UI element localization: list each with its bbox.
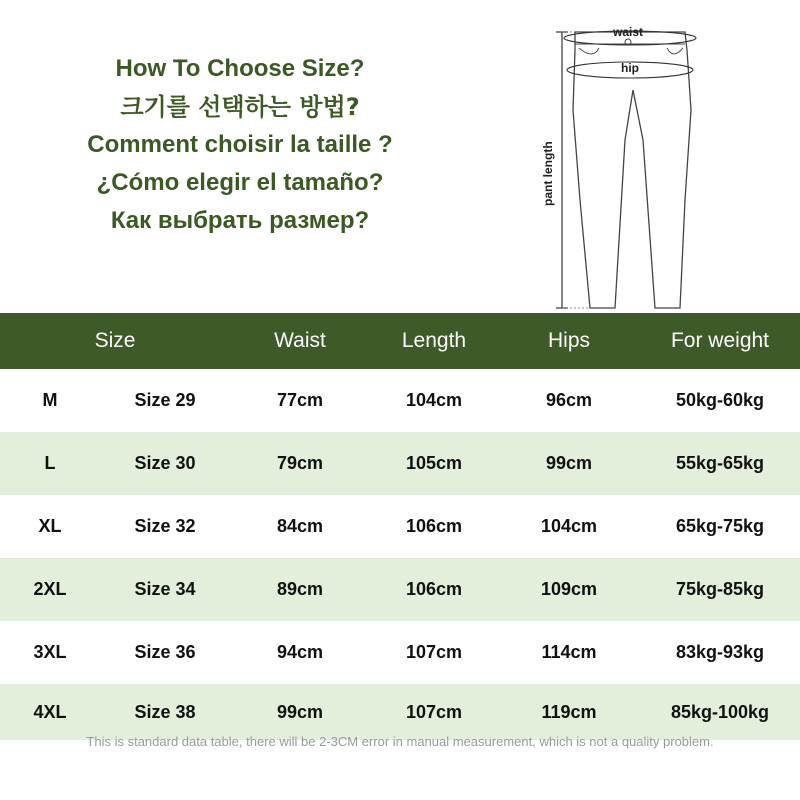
weight-value: 85kg-100kg	[670, 701, 770, 722]
hips-value: 96cm	[545, 390, 593, 410]
table-row	[0, 621, 800, 684]
waist-label: waist	[613, 25, 644, 39]
length-value: 105cm	[405, 453, 463, 473]
size-number: Size 34	[134, 579, 196, 599]
hips-value: 109cm	[540, 579, 598, 599]
table-header	[0, 313, 800, 369]
pant-length-label: pant length	[541, 141, 555, 206]
header-length: Length	[401, 329, 467, 352]
weight-value: 55kg-65kg	[675, 453, 765, 473]
headings	[30, 50, 450, 240]
hips-value: 99cm	[545, 453, 593, 473]
heading-spanish: ¿Cómo elegir el tamaño?	[96, 169, 384, 196]
heading-english: How To Choose Size?	[115, 55, 365, 82]
pants-diagram	[535, 20, 725, 315]
length-value: 106cm	[405, 516, 463, 536]
header-size: Size	[94, 329, 136, 352]
hips-value: 114cm	[541, 642, 597, 662]
header-waist: Waist	[274, 329, 326, 352]
heading-french: Comment choisir la taille ?	[87, 131, 393, 158]
size-number: Size 38	[134, 701, 196, 722]
pants-icon	[535, 20, 725, 315]
size-code: M	[42, 390, 58, 410]
weight-value: 83kg-93kg	[675, 642, 765, 662]
waist-value: 77cm	[276, 390, 324, 410]
size-table	[0, 313, 800, 740]
heading-russian: Как выбрать размер?	[110, 207, 370, 234]
size-code: 4XL	[33, 701, 67, 722]
table-row	[0, 558, 800, 621]
header-hips: Hips	[547, 329, 590, 352]
waist-value: 84cm	[276, 516, 324, 536]
size-code: L	[44, 453, 56, 473]
table-row	[0, 495, 800, 558]
size-code: 2XL	[33, 579, 67, 599]
length-value: 107cm	[405, 701, 463, 722]
header-weight: For weight	[670, 329, 770, 352]
waist-value: 99cm	[276, 701, 324, 722]
hips-value: 119cm	[541, 701, 597, 722]
weight-value: 75kg-85kg	[675, 579, 765, 599]
table-row	[0, 684, 800, 740]
size-code: 3XL	[33, 642, 67, 662]
length-value: 106cm	[405, 579, 463, 599]
waist-value: 79cm	[276, 453, 324, 473]
hips-value: 104cm	[540, 516, 598, 536]
length-value: 107cm	[405, 642, 463, 662]
waist-value: 94cm	[276, 642, 324, 662]
size-number: Size 32	[134, 516, 196, 536]
hip-label: hip	[621, 61, 639, 75]
size-number: Size 29	[134, 390, 196, 410]
size-code: XL	[38, 516, 62, 536]
length-value: 104cm	[405, 390, 463, 410]
table-row	[0, 369, 800, 432]
size-number: Size 36	[134, 642, 196, 662]
table-row	[0, 432, 800, 495]
footnote: This is standard data table, there will be 2-3CM error in manual measurement, which is not a quality problem.	[86, 734, 714, 749]
waist-value: 89cm	[276, 579, 324, 599]
size-number: Size 30	[134, 453, 196, 473]
weight-value: 65kg-75kg	[675, 516, 765, 536]
heading-korean: 크기를 선택하는 방법?	[120, 93, 360, 121]
weight-value: 50kg-60kg	[675, 390, 765, 410]
